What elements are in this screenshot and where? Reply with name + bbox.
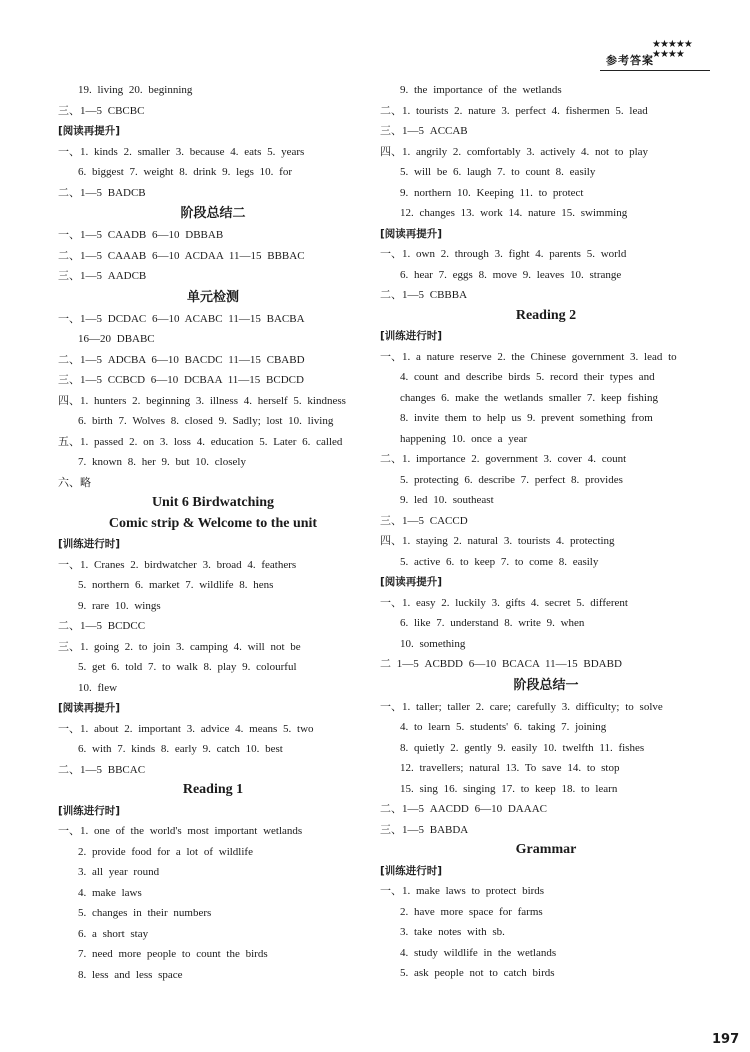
right-column: [380, 80, 712, 984]
answer-line: 5. get 6. told 7. to walk 8. play 9. colourful: [78, 661, 297, 673]
answer-line: 7. need more people to count the birds: [78, 948, 268, 960]
page-header-title: 参考答案: [606, 54, 654, 67]
section-heading: Unit 6 Birdwatching: [151, 495, 275, 510]
section-heading: 单元检测: [186, 289, 239, 305]
left-column: [58, 80, 368, 985]
answer-line: 三、1—5 CBCBC: [58, 104, 145, 117]
answer-line: 6. hear 7. eggs 8. move 9. leaves 10. strange: [400, 268, 622, 281]
answer-line: 一、1—5 CAADB 6—10 DBBAB: [58, 229, 224, 241]
answer-line: 10. flew: [78, 681, 118, 694]
answer-line: happening 10. once a year: [400, 432, 528, 445]
answer-line: 6. biggest 7. weight 8. drink 9. legs 10. for: [78, 166, 292, 178]
section-heading: Comic strip & Welcome to the unit: [108, 515, 318, 531]
answer-line: 9. rare 10. wings: [78, 599, 161, 612]
answer-line: 二 1—5 ACBDD 6—10 BCACA 11—15 BDABD: [380, 658, 622, 670]
answer-line: 5. active 6. to keep 7. to come 8. easily: [400, 555, 599, 568]
answer-line: 4. make laws: [78, 886, 142, 899]
exercise-label: [阅读再提升]: [58, 125, 121, 137]
answer-line: 四、1. hunters 2. beginning 3. illness 4. herself 5. kindness: [58, 394, 346, 407]
answer-line: 8. invite them to help us 9. prevent something from: [400, 412, 653, 424]
answer-line: 5. will be 6. laugh 7. to count 8. easily: [400, 166, 596, 178]
answer-line: 12. travellers; natural 13. To save 14. to stop: [400, 762, 620, 774]
answer-line: 19. living 20. beginning: [78, 84, 193, 96]
answer-line: 6. a short stay: [78, 927, 149, 940]
section-heading: Reading 2: [515, 307, 577, 323]
answer-line: 一、1—5 DCDAC 6—10 ACABC 11—15 BACBA: [58, 312, 305, 325]
section-heading: Reading 1: [182, 782, 244, 797]
answer-line: 9. the importance of the wetlands: [400, 84, 562, 96]
answer-line: 6. like 7. understand 8. write 9. when: [400, 617, 585, 629]
section-heading: 阶段总结一: [513, 677, 579, 693]
answer-line: 三、1—5 CCBCD 6—10 DCBAA 11—15 BCDCD: [58, 374, 304, 386]
answer-line: 一、1. make laws to protect birds: [380, 885, 545, 897]
answer-line: 二、1—5 BBCAC: [58, 763, 146, 776]
answer-line: 5. northern 6. market 7. wildlife 8. hens: [78, 579, 274, 591]
answer-line: 三、1. going 2. to join 3. camping 4. will not be: [58, 640, 301, 653]
answer-line: 三、1—5 ACCAB: [380, 125, 468, 137]
answer-line: 一、1. about 2. important 3. advice 4. means 5. two: [58, 722, 314, 735]
answer-line: 9. led 10. southeast: [400, 494, 494, 506]
answer-line: 一、1. a nature reserve 2. the Chinese government 3. lead to: [380, 350, 677, 363]
exercise-label: [训练进行时]: [58, 804, 121, 817]
answer-line: 6. with 7. kinds 8. early 9. catch 10. best: [78, 743, 283, 755]
answer-line: 5. ask people not to catch birds: [400, 967, 555, 979]
answer-line: 8. less and less space: [78, 968, 183, 981]
section-heading: 阶段总结二: [180, 206, 246, 221]
answer-line: 一、1. taller; taller 2. care; carefully 3. difficulty; to solve: [380, 700, 663, 713]
answer-line: 3. take notes with sb.: [400, 926, 505, 938]
answer-line: 10. something: [400, 637, 466, 650]
answer-line: 三、1—5 CACCD: [380, 514, 468, 527]
answer-line: 二、1—5 ADCBA 6—10 BACDC 11—15 CBABD: [58, 353, 305, 366]
exercise-label: [阅读再提升]: [58, 702, 121, 714]
answer-line: 8. quietly 2. gently 9. easily 10. twelfth 11. fishes: [400, 741, 645, 754]
answer-line: 二、1—5 CAAAB 6—10 ACDAA 11—15 BBBAC: [58, 249, 305, 262]
answer-line: 六、略: [58, 476, 91, 489]
answer-line: 一、1. one of the world's most important wetlands: [58, 825, 303, 837]
answer-line: 3. all year round: [78, 866, 160, 878]
answer-line: 6. birth 7. Wolves 8. closed 9. Sadly; lost 10. living: [78, 415, 334, 427]
answer-line: 一、1. easy 2. luckily 3. gifts 4. secret 5. different: [380, 596, 628, 609]
exercise-label: [训练进行时]: [58, 538, 121, 550]
header-divider: [600, 70, 710, 71]
answer-line: 7. known 8. her 9. but 10. closely: [78, 456, 246, 468]
stars-decoration-icon: ★★★★★ ★★★★: [652, 39, 692, 60]
answer-line: 二、1. tourists 2. nature 3. perfect 4. fishermen 5. lead: [380, 104, 648, 117]
answer-line: 一、1. kinds 2. smaller 3. because 4. eats 5. years: [58, 145, 305, 158]
exercise-label: [训练进行时]: [380, 330, 443, 342]
answer-line: 二、1—5 BCDCC: [58, 620, 146, 632]
exercise-label: [阅读再提升]: [380, 227, 443, 240]
answer-line: 二、1—5 BADCB: [58, 186, 146, 199]
answer-line: 三、1—5 AADCB: [58, 270, 147, 282]
answer-line: 4. study wildlife in the wetlands: [400, 946, 557, 959]
answer-line: 15. sing 16. singing 17. to keep 18. to learn: [400, 782, 618, 795]
answer-line: 2. provide food for a lot of wildlife: [78, 845, 253, 858]
answer-line: 三、1—5 BABDA: [380, 823, 469, 836]
answer-line: 12. changes 13. work 14. nature 15. swimming: [400, 207, 628, 219]
exercise-label: [阅读再提升]: [380, 576, 443, 588]
answer-line: 二、1—5 AACDD 6—10 DAAAC: [380, 803, 547, 815]
answer-line: 一、1. own 2. through 3. fight 4. parents 5. world: [380, 248, 627, 260]
section-heading: Grammar: [515, 842, 577, 857]
answer-line: 5. protecting 6. describe 7. perfect 8. provides: [400, 473, 623, 486]
answer-line: 5. changes in their numbers: [78, 907, 212, 919]
answer-line: 2. have more space for farms: [400, 905, 543, 918]
answer-line: 16—20 DBABC: [78, 333, 155, 345]
answer-line: 二、1. importance 2. government 3. cover 4. count: [380, 453, 627, 465]
answer-line: 4. count and describe birds 5. record their types and: [400, 371, 655, 383]
exercise-label: [训练进行时]: [380, 864, 443, 877]
answer-line: 二、1—5 CBBBA: [380, 289, 468, 301]
answer-line: 一、1. Cranes 2. birdwatcher 3. broad 4. feathers: [58, 558, 297, 571]
answer-line: 五、1. passed 2. on 3. loss 4. education 5. Later 6. called: [58, 435, 343, 448]
answer-line: 四、1. staying 2. natural 3. tourists 4. protecting: [380, 535, 615, 547]
answer-line: 四、1. angrily 2. comfortably 3. actively 4. not to play: [380, 145, 649, 158]
answer-line: changes 6. make the wetlands smaller 7. keep fishing: [400, 391, 658, 404]
page-number: 197: [712, 1032, 740, 1047]
answer-line: 4. to learn 5. students' 6. taking 7. joining: [400, 721, 607, 733]
answer-line: 9. northern 10. Keeping 11. to protect: [400, 186, 584, 199]
